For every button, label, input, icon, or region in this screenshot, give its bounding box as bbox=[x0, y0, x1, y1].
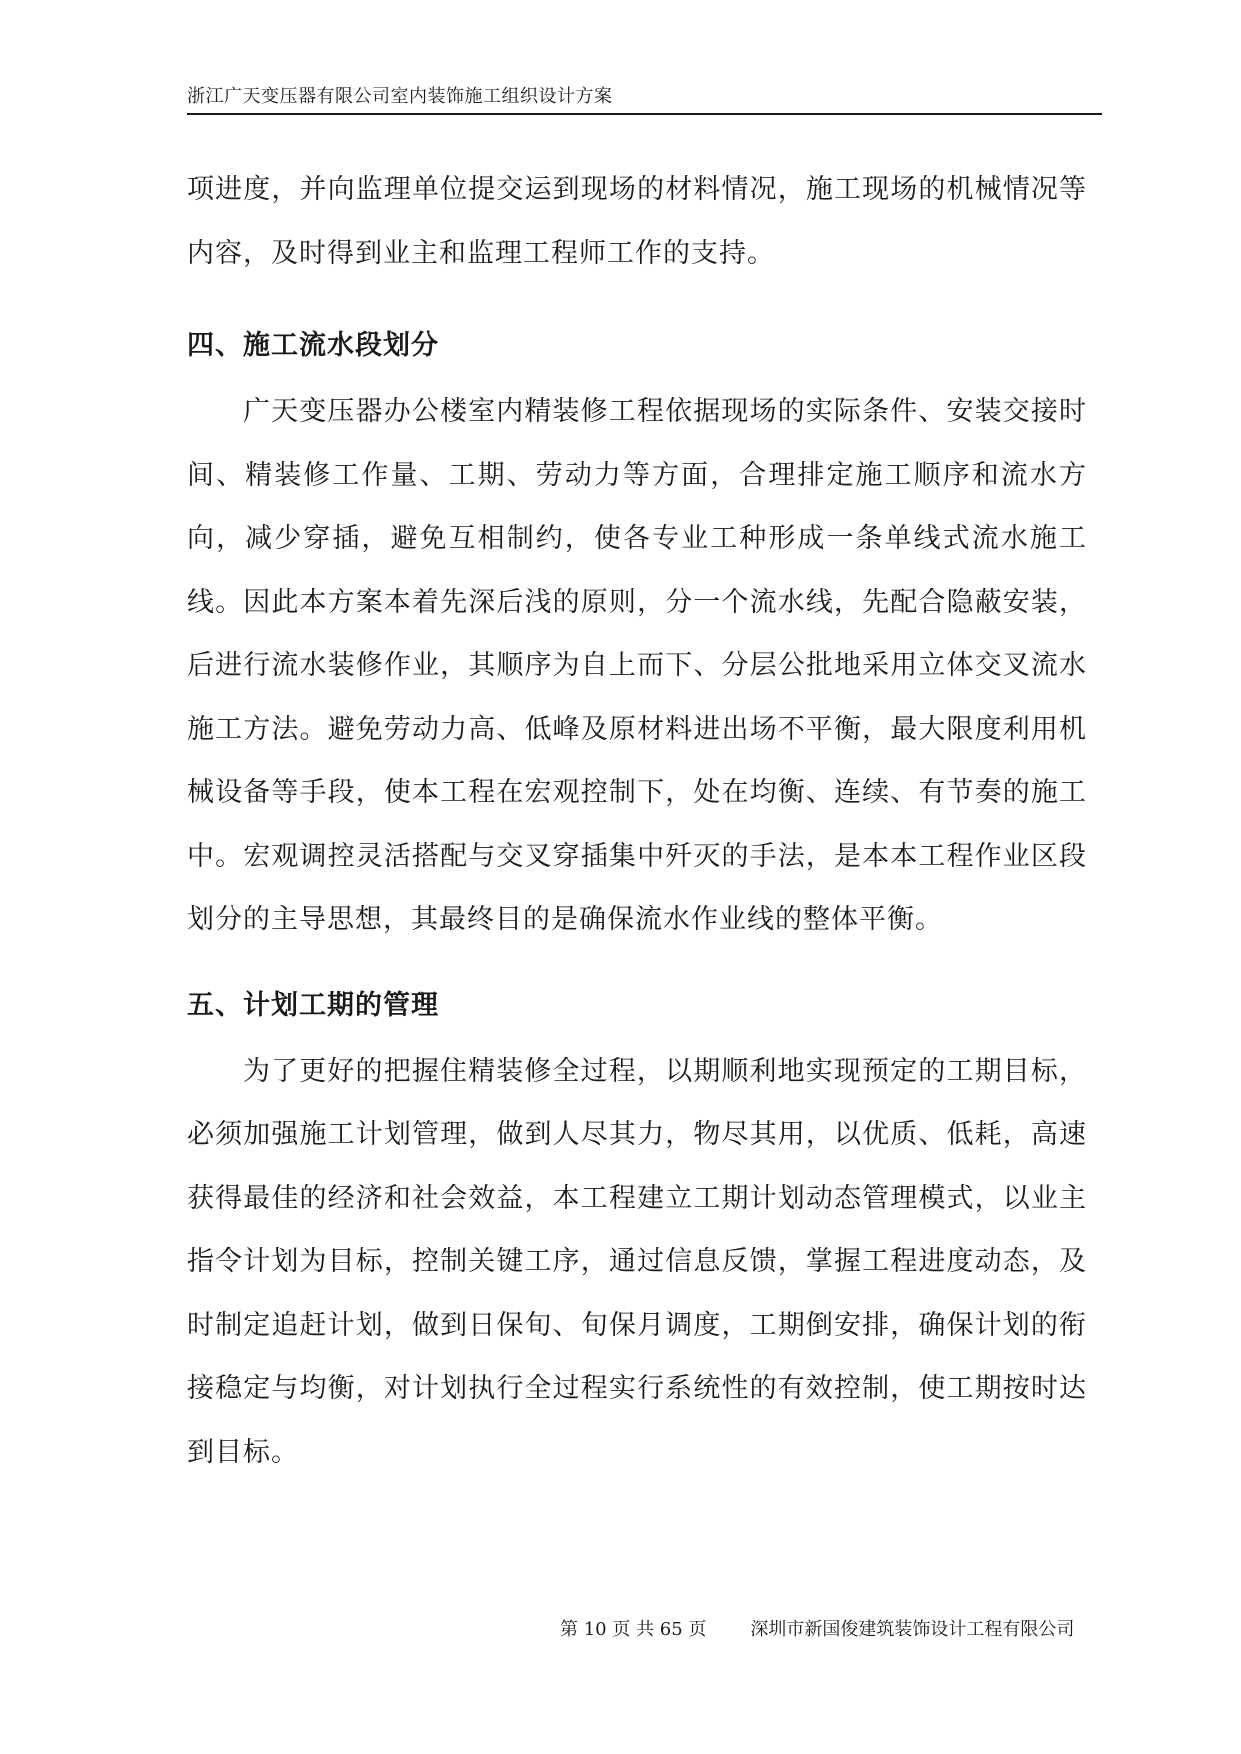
intro-paragraph: 项进度，并向监理单位提交运到现场的材料情况，施工现场的机械情况等内容，及时得到业主和监理工程师工作的支持。 bbox=[187, 174, 1087, 269]
page-footer bbox=[560, 1618, 1100, 1642]
footer-company: 深圳市新国俊建筑装饰设计工程有限公司 bbox=[750, 1619, 1075, 1640]
page-number: 第 10 页 共 65 页 bbox=[560, 1619, 707, 1640]
section-5-heading: 五、计划工期的管理 bbox=[187, 989, 439, 1021]
document-body bbox=[187, 158, 1087, 1484]
section-5-paragraph: 为了更好的把握住精装修全过程，以期顺利地实现预定的工期目标，必须加强施工计划管理，做到人尽其力，物尽其用，以优质、低耗，高速获得最佳的经济和社会效益，本工程建立工期计划动态管理模式，以业主指令计划为目标，控制关键工序，通过信息反馈，掌握工程进度动态，及时制定追赶计划，做到日保旬、旬保月调度，工期倒安排，确保计划的衔接稳定与均衡，对计划执行全过程实行系统性的有效控制，使工期按时达到目标。 bbox=[187, 1055, 1087, 1468]
section-4-heading: 四、施工流水段划分 bbox=[187, 330, 439, 361]
section-4-paragraph: 广天变压器办公楼室内精装修工程依据现场的实际条件、安装交接时间、精装修工作量、工期、劳动力等方面，合理排定施工顺序和流水方向，减少穿插，避免互相制约，使各专业工种形成一条单线式流水施工线。因此本方案本着先深后浅的原则，分一个流水线，先配合隐蔽安装，后进行流水装修作业，其顺序为自上而下、分层公批地采用立体交叉流水施工方法。避免劳动力高、低峰及原材料进出场不平衡，最大限度利用机械设备等手段，使本工程在宏观控制下，处在均衡、连续、有节奏的施工中。宏观调控灵活搭配与交叉穿插集中歼灭的手法，是本本工程作业区段划分的主导思想，其最终目的是确保流水作业线的整体平衡。 bbox=[187, 396, 1087, 935]
header-divider bbox=[187, 113, 1102, 115]
page-header-title: 浙江广天变压器有限公司室内装饰施工组织设计方案 bbox=[187, 86, 613, 107]
